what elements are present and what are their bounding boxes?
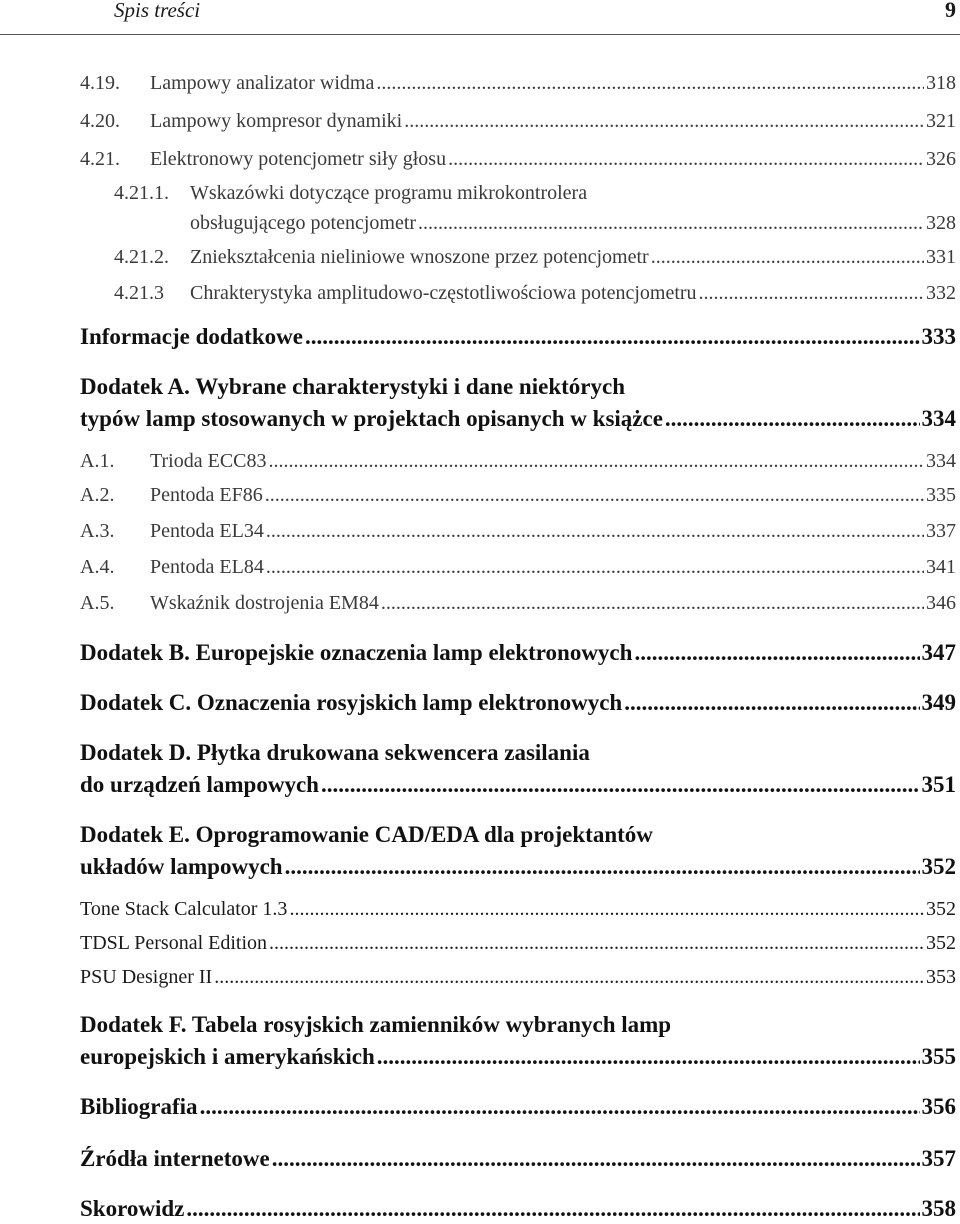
entry-page: 331 bbox=[926, 246, 956, 268]
entry-title: Elektronowy potencjometr siły głosu bbox=[150, 148, 447, 170]
entry-title: Zniekształcenia nieliniowe wnoszone przez potencjometr bbox=[190, 246, 649, 268]
toc-entry-main[interactable] bbox=[80, 690, 956, 716]
appendix-f-line1: Dodatek F. Tabela rosyjskich zamienników wybranych lamp bbox=[80, 1012, 672, 1037]
toc-entry[interactable] bbox=[80, 556, 956, 579]
entry-page: 357 bbox=[921, 1146, 956, 1171]
toc-entry[interactable] bbox=[80, 148, 956, 171]
header-divider bbox=[0, 34, 960, 35]
entry-title: Pentoda EL34 bbox=[150, 520, 264, 542]
toc-entry[interactable] bbox=[80, 72, 956, 95]
entry-title: Chrakterystyka amplitudowo-częstotliwościowa potencjometru bbox=[190, 282, 697, 304]
leader-dots bbox=[214, 966, 924, 989]
leader-dots bbox=[289, 898, 924, 921]
entry-title-line1: Wskazówki dotyczące programu mikrokontrolera bbox=[190, 182, 588, 204]
toc-entry[interactable] bbox=[80, 932, 956, 955]
entry-title: Źródła internetowe bbox=[80, 1146, 270, 1171]
entry-title: PSU Designer II bbox=[80, 966, 213, 988]
entry-page: 351 bbox=[921, 772, 956, 797]
entry-page: 332 bbox=[926, 282, 956, 304]
leader-dots bbox=[665, 406, 920, 432]
entry-title: Dodatek B. Europejskie oznaczenia lamp elektronowych bbox=[80, 640, 633, 665]
entry-title: europejskich i amerykańskich bbox=[80, 1044, 375, 1069]
entry-page: 353 bbox=[926, 966, 956, 988]
entry-title: Lampowy kompresor dynamiki bbox=[150, 110, 403, 132]
entry-number: 4.21.2. bbox=[114, 246, 169, 268]
entry-title: Skorowidz bbox=[80, 1196, 185, 1221]
entry-number: 4.21.1. bbox=[114, 182, 169, 204]
entry-title: typów lamp stosowanych w projektach opisanych w książce bbox=[80, 406, 663, 431]
entry-title: Pentoda EF86 bbox=[150, 484, 263, 506]
running-title: Spis treści bbox=[114, 0, 201, 22]
toc-entry[interactable] bbox=[80, 898, 956, 921]
entry-page: 318 bbox=[926, 72, 956, 94]
leader-dots bbox=[269, 450, 924, 473]
leader-dots bbox=[377, 1044, 920, 1070]
entry-page: 321 bbox=[926, 110, 956, 132]
toc-entry-main[interactable] bbox=[80, 854, 956, 880]
entry-page: 337 bbox=[926, 520, 956, 542]
leader-dots bbox=[266, 520, 924, 543]
entry-number: A.4. bbox=[80, 556, 115, 578]
leader-dots bbox=[404, 110, 924, 133]
toc-entry-main[interactable] bbox=[80, 406, 956, 432]
toc-entry[interactable] bbox=[190, 212, 956, 235]
page-number: 9 bbox=[945, 0, 956, 22]
entry-page: 333 bbox=[921, 324, 956, 349]
leader-dots bbox=[634, 640, 919, 666]
leader-dots bbox=[272, 1146, 920, 1172]
entry-page: 352 bbox=[926, 898, 956, 920]
entry-title: Lampowy analizator widma bbox=[150, 72, 375, 94]
leader-dots bbox=[266, 556, 924, 579]
entry-number: A.2. bbox=[80, 484, 115, 506]
toc-entry-main[interactable] bbox=[80, 1044, 956, 1070]
leader-dots bbox=[305, 324, 920, 350]
entry-number: 4.19. bbox=[80, 72, 120, 94]
entry-title: Dodatek C. Oznaczenia rosyjskich lamp elektronowych bbox=[80, 690, 623, 715]
leader-dots bbox=[376, 72, 924, 95]
toc-entry-main[interactable] bbox=[80, 1146, 956, 1172]
entry-title: Tone Stack Calculator 1.3 bbox=[80, 898, 288, 920]
entry-page: 326 bbox=[926, 148, 956, 170]
entry-number: A.1. bbox=[80, 450, 115, 472]
appendix-e-line1: Dodatek E. Oprogramowanie CAD/EDA dla projektantów bbox=[80, 822, 653, 847]
toc-entry-main[interactable] bbox=[80, 1094, 956, 1120]
entry-title: Bibliografia bbox=[80, 1094, 198, 1119]
toc-entry-main[interactable] bbox=[80, 772, 956, 798]
entry-number: 4.20. bbox=[80, 110, 120, 132]
leader-dots bbox=[624, 690, 919, 716]
appendix-a-line1: Dodatek A. Wybrane charakterystyki i dane niektórych bbox=[80, 374, 625, 399]
leader-dots bbox=[321, 772, 920, 798]
leader-dots bbox=[699, 282, 924, 305]
entry-page: 356 bbox=[921, 1094, 956, 1119]
entry-title: układów lampowych bbox=[80, 854, 283, 879]
entry-page: 355 bbox=[921, 1044, 956, 1069]
toc-entry-main[interactable] bbox=[80, 1196, 956, 1222]
toc-entry[interactable] bbox=[80, 450, 956, 473]
toc-entry-main[interactable] bbox=[80, 640, 956, 666]
entry-page: 341 bbox=[926, 556, 956, 578]
toc-entry[interactable] bbox=[80, 592, 956, 615]
leader-dots bbox=[265, 484, 924, 507]
entry-number: 4.21. bbox=[80, 148, 120, 170]
toc-entry[interactable] bbox=[114, 246, 956, 269]
entry-page: 335 bbox=[926, 484, 956, 506]
leader-dots bbox=[186, 1196, 919, 1222]
leader-dots bbox=[200, 1094, 920, 1120]
entry-page: 347 bbox=[921, 640, 956, 665]
toc-entry[interactable] bbox=[80, 110, 956, 133]
entry-page: 352 bbox=[926, 932, 956, 954]
toc-entry-main[interactable] bbox=[80, 324, 956, 350]
page-header bbox=[0, 0, 960, 34]
entry-page: 358 bbox=[921, 1196, 956, 1221]
toc-entry[interactable] bbox=[80, 520, 956, 543]
entry-page: 334 bbox=[921, 406, 956, 431]
toc-entry[interactable] bbox=[114, 282, 956, 305]
leader-dots bbox=[285, 854, 920, 880]
entry-page: 346 bbox=[926, 592, 956, 614]
entry-page: 334 bbox=[926, 450, 956, 472]
entry-title: TDSL Personal Edition bbox=[80, 932, 268, 954]
leader-dots bbox=[418, 212, 924, 235]
toc-entry-multiline[interactable] bbox=[114, 182, 587, 205]
entry-page: 349 bbox=[921, 690, 956, 715]
entry-number: 4.21.3 bbox=[114, 282, 164, 304]
toc-entry[interactable] bbox=[80, 966, 956, 989]
leader-dots bbox=[269, 932, 924, 955]
entry-title: Informacje dodatkowe bbox=[80, 324, 303, 349]
entry-title: Pentoda EL84 bbox=[150, 556, 264, 578]
entry-title: obsługującego potencjometr bbox=[190, 212, 417, 234]
entry-title: do urządzeń lampowych bbox=[80, 772, 319, 797]
leader-dots bbox=[381, 592, 924, 615]
entry-page: 352 bbox=[921, 854, 956, 879]
appendix-d-line1: Dodatek D. Płytka drukowana sekwencera zasilania bbox=[80, 740, 590, 765]
entry-title: Trioda ECC83 bbox=[150, 450, 267, 472]
toc-entry[interactable] bbox=[80, 484, 956, 507]
leader-dots bbox=[651, 246, 924, 269]
entry-number: A.3. bbox=[80, 520, 115, 542]
leader-dots bbox=[448, 148, 924, 171]
entry-title: Wskaźnik dostrojenia EM84 bbox=[150, 592, 379, 614]
entry-number: A.5. bbox=[80, 592, 115, 614]
entry-page: 328 bbox=[926, 212, 956, 234]
